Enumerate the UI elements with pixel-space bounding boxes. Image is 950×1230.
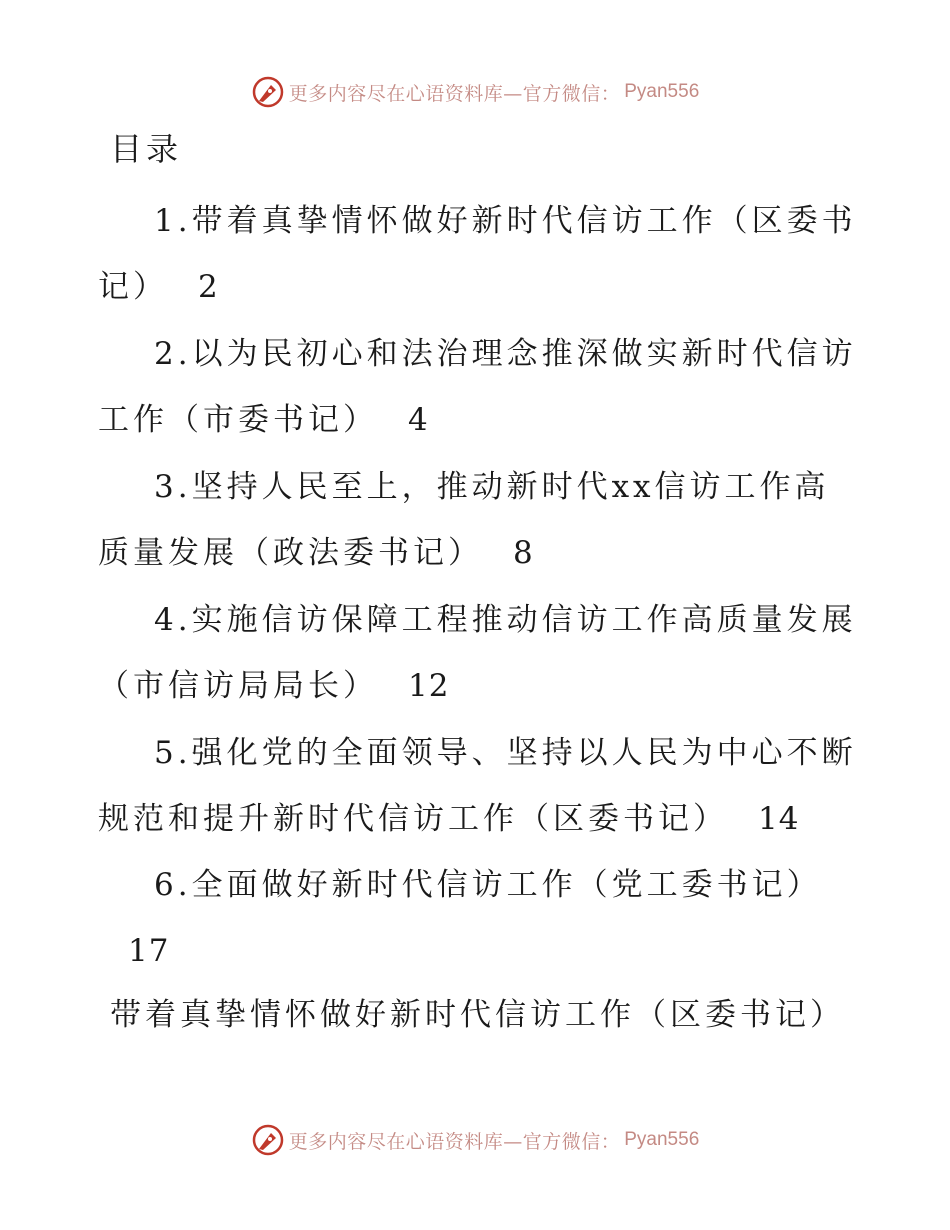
pen-nib-logo-icon bbox=[251, 75, 285, 109]
watermark-account: Pyan556 bbox=[624, 81, 700, 102]
pen-nib-logo-icon bbox=[251, 1123, 285, 1157]
toc-entry-text: 2.以为民初心和法治理念推深做实新时代信访工作（市委书记） bbox=[98, 336, 857, 438]
footer-watermark bbox=[0, 1120, 950, 1160]
toc-entry-4[interactable] bbox=[98, 587, 858, 719]
toc-page-number: 2 bbox=[198, 269, 219, 305]
header-watermark bbox=[0, 72, 950, 112]
toc-entry-3[interactable] bbox=[98, 454, 858, 586]
toc-entry-5[interactable] bbox=[98, 720, 858, 852]
toc-entry-1[interactable] bbox=[98, 188, 858, 320]
toc-page-number: 4 bbox=[408, 402, 429, 438]
toc-page-number: 17 bbox=[128, 933, 170, 969]
toc-entry-2[interactable] bbox=[98, 321, 858, 453]
toc-entry-text: 5.强化党的全面领导、坚持以人民为中心不断规范和提升新时代信访工作（区委书记） bbox=[98, 735, 857, 837]
toc-entry-text: 3.坚持人民至上，推动新时代xx信访工作高质量发展（政法委书记） bbox=[98, 469, 830, 571]
toc-entry-6[interactable] bbox=[98, 852, 858, 984]
watermark-account: Pyan556 bbox=[624, 1129, 700, 1150]
toc-entry-text: 1.带着真挚情怀做好新时代信访工作（区委书记） bbox=[98, 203, 857, 305]
section-title: 带着真挚情怀做好新时代信访工作（区委书记） bbox=[110, 997, 845, 1033]
toc-entry-text: 4.实施信访保障工程推动信访工作高质量发展（市信访局局长） bbox=[98, 602, 857, 704]
toc-page-number: 8 bbox=[513, 535, 534, 571]
toc-title: 目录 bbox=[110, 130, 183, 168]
toc-entry-text: 6.全面做好新时代信访工作（党工委书记） bbox=[154, 867, 822, 903]
watermark-text: 更多内容尽在心语资料库—官方微信： bbox=[288, 82, 621, 105]
watermark-text: 更多内容尽在心语资料库—官方微信： bbox=[288, 1130, 621, 1153]
toc-page-number: 12 bbox=[408, 668, 450, 704]
toc-page-number: 14 bbox=[758, 801, 800, 837]
